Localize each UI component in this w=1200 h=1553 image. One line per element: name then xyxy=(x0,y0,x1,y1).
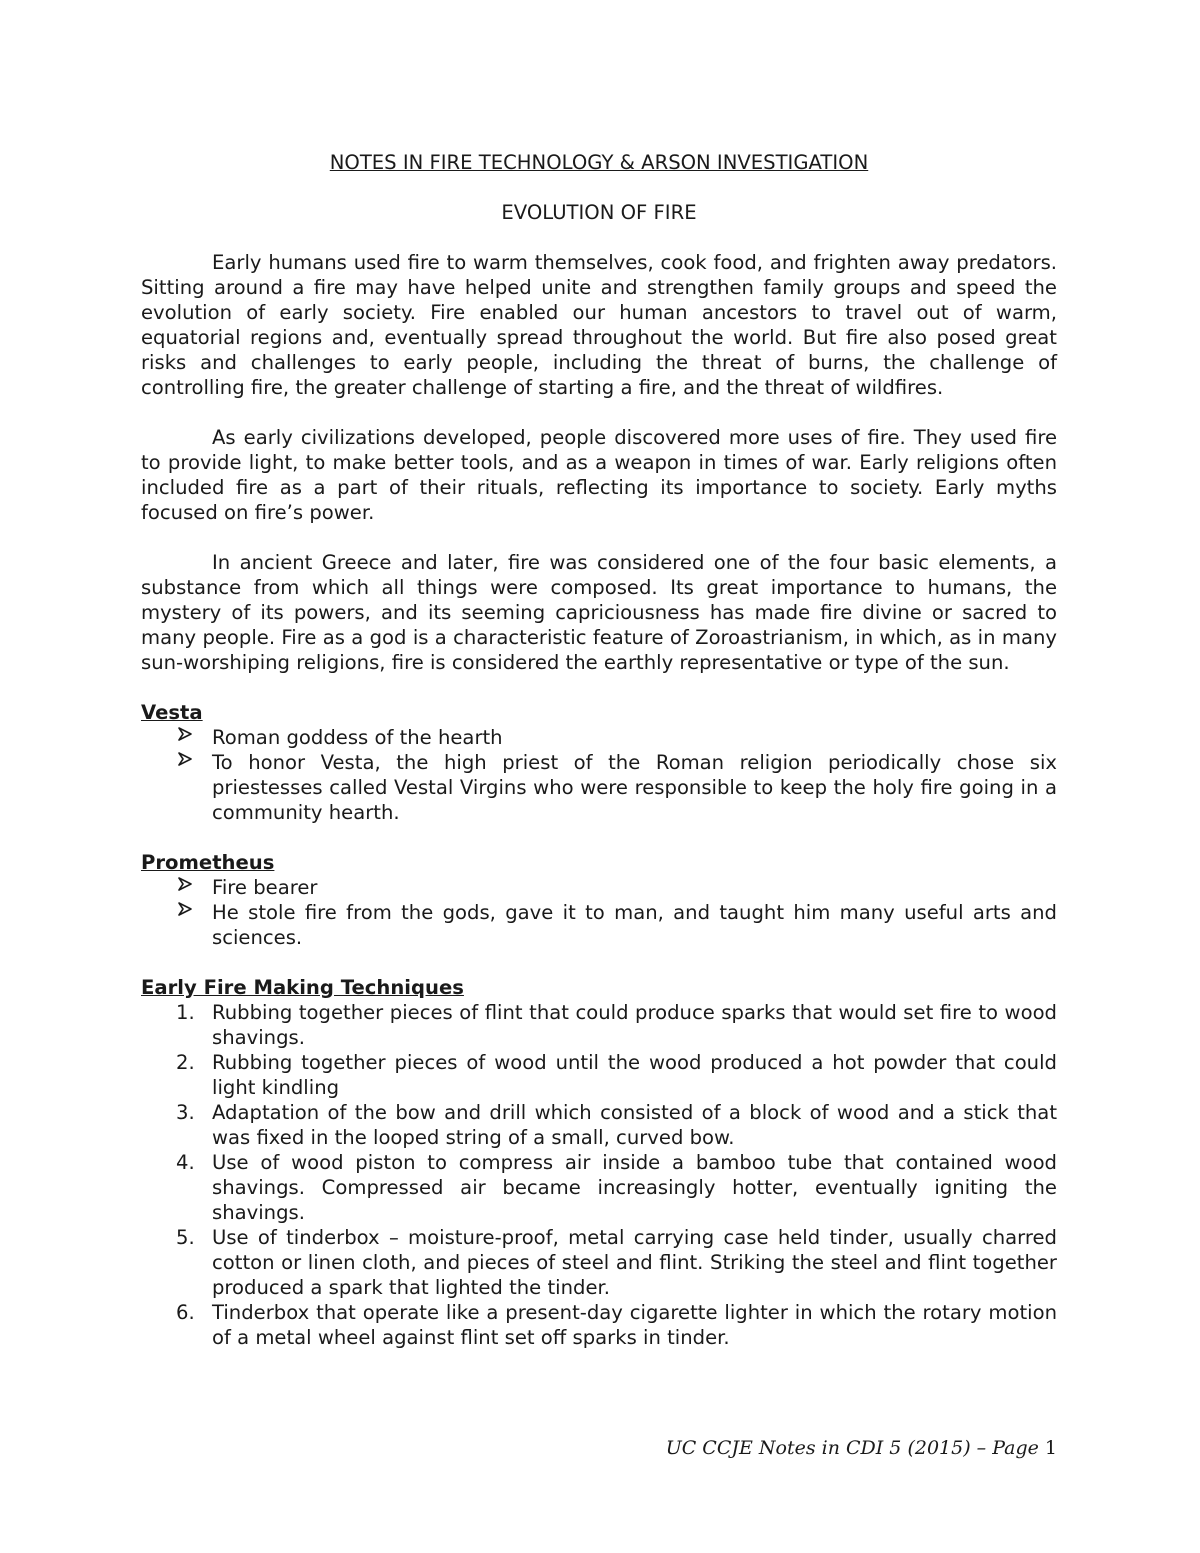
list-item xyxy=(176,1300,1057,1350)
list-item xyxy=(176,1150,1057,1225)
list-item xyxy=(176,1000,1057,1050)
list-item xyxy=(212,900,1057,950)
section-title: EVOLUTION OF FIRE xyxy=(501,201,697,224)
arrowhead-bullet-icon xyxy=(177,900,197,925)
paragraph: As early civilizations developed, people discovered more uses of fire. They used fire to provide light, to make better tools, and as a weapon in times of war. Early religions often included fire as a part of their rituals, reflecting its importance to society. Early myths focused on fire’s power. xyxy=(141,426,1057,524)
document-title: NOTES IN FIRE TECHNOLOGY & ARSON INVESTIGATION xyxy=(329,151,869,174)
vesta-heading: Vesta xyxy=(141,701,203,724)
page-number: 1 xyxy=(1044,1437,1057,1459)
list-item xyxy=(212,875,1057,900)
list-item-text: Rubbing together pieces of flint that could produce sparks that would set fire to wood shavings. xyxy=(212,1001,1057,1049)
list-item-text: Rubbing together pieces of wood until the wood produced a hot powder that could light kindling xyxy=(212,1051,1057,1099)
list-number: 5. xyxy=(176,1226,195,1249)
arrowhead-bullet-icon xyxy=(177,725,197,750)
techniques-heading: Early Fire Making Techniques xyxy=(141,976,464,999)
vesta-list xyxy=(141,725,1057,825)
list-item-text: Use of wood piston to compress air inside a bamboo tube that contained wood shavings. Compressed air became increasingly hotter, eventually igniting the shavings. xyxy=(212,1151,1057,1224)
arrowhead-bullet-icon xyxy=(177,750,197,775)
list-item-text: Use of tinderbox – moisture-proof, metal carrying case held tinder, usually charred cotton or linen cloth, and pieces of steel and flint. Striking the steel and flint together produced a spark that lighted the tinder. xyxy=(212,1226,1057,1299)
list-item xyxy=(176,1225,1057,1300)
arrowhead-bullet-icon xyxy=(177,875,197,900)
list-item-text: Tinderbox that operate like a present-day cigarette lighter in which the rotary motion of a metal wheel against flint set off sparks in tinder. xyxy=(212,1301,1057,1349)
list-item xyxy=(212,750,1057,825)
document-page xyxy=(141,150,1057,1350)
list-item xyxy=(212,725,1057,750)
list-item-text: He stole fire from the gods, gave it to man, and taught him many useful arts and sciences. xyxy=(212,901,1057,949)
list-item-text: Fire bearer xyxy=(212,876,318,899)
prometheus-heading: Prometheus xyxy=(141,851,275,874)
paragraph: Early humans used fire to warm themselves, cook food, and frighten away predators. Sitting around a fire may have helped unite and strengthen family groups and speed the evolution of early society. Fire enabled our human ancestors to travel out of warm, equatorial regions and, eventually spread throughout the world. But fire also posed great risks and challenges to early people, including the threat of burns, the challenge of controlling fire, the greater challenge of starting a fire, and the threat of wildfires. xyxy=(141,251,1057,399)
list-item-text: Adaptation of the bow and drill which consisted of a block of wood and a stick that was fixed in the looped string of a small, curved bow. xyxy=(212,1101,1057,1149)
techniques-list xyxy=(141,1000,1057,1350)
prometheus-list xyxy=(141,875,1057,950)
list-item xyxy=(176,1050,1057,1100)
list-item-text: Roman goddess of the hearth xyxy=(212,726,503,749)
list-number: 4. xyxy=(176,1151,195,1174)
list-number: 1. xyxy=(176,1001,195,1024)
list-number: 2. xyxy=(176,1051,195,1074)
footer-text: UC CCJE Notes in CDI 5 (2015) – Page xyxy=(665,1437,1045,1459)
list-item xyxy=(176,1100,1057,1150)
list-number: 6. xyxy=(176,1301,195,1324)
page-footer xyxy=(666,1437,1057,1459)
list-number: 3. xyxy=(176,1101,195,1124)
paragraph: In ancient Greece and later, fire was considered one of the four basic elements, a substance from which all things were composed. Its great importance to humans, the mystery of its powers, and its seeming capriciousness has made fire divine or sacred to many people. Fire as a god is a characteristic feature of Zoroastrianism, in which, as in many sun-worshiping religions, fire is considered the earthly representative or type of the sun. xyxy=(141,551,1057,674)
list-item-text: To honor Vesta, the high priest of the Roman religion periodically chose six priestesses called Vestal Virgins who were responsible to keep the holy fire going in a community hearth. xyxy=(212,751,1057,824)
